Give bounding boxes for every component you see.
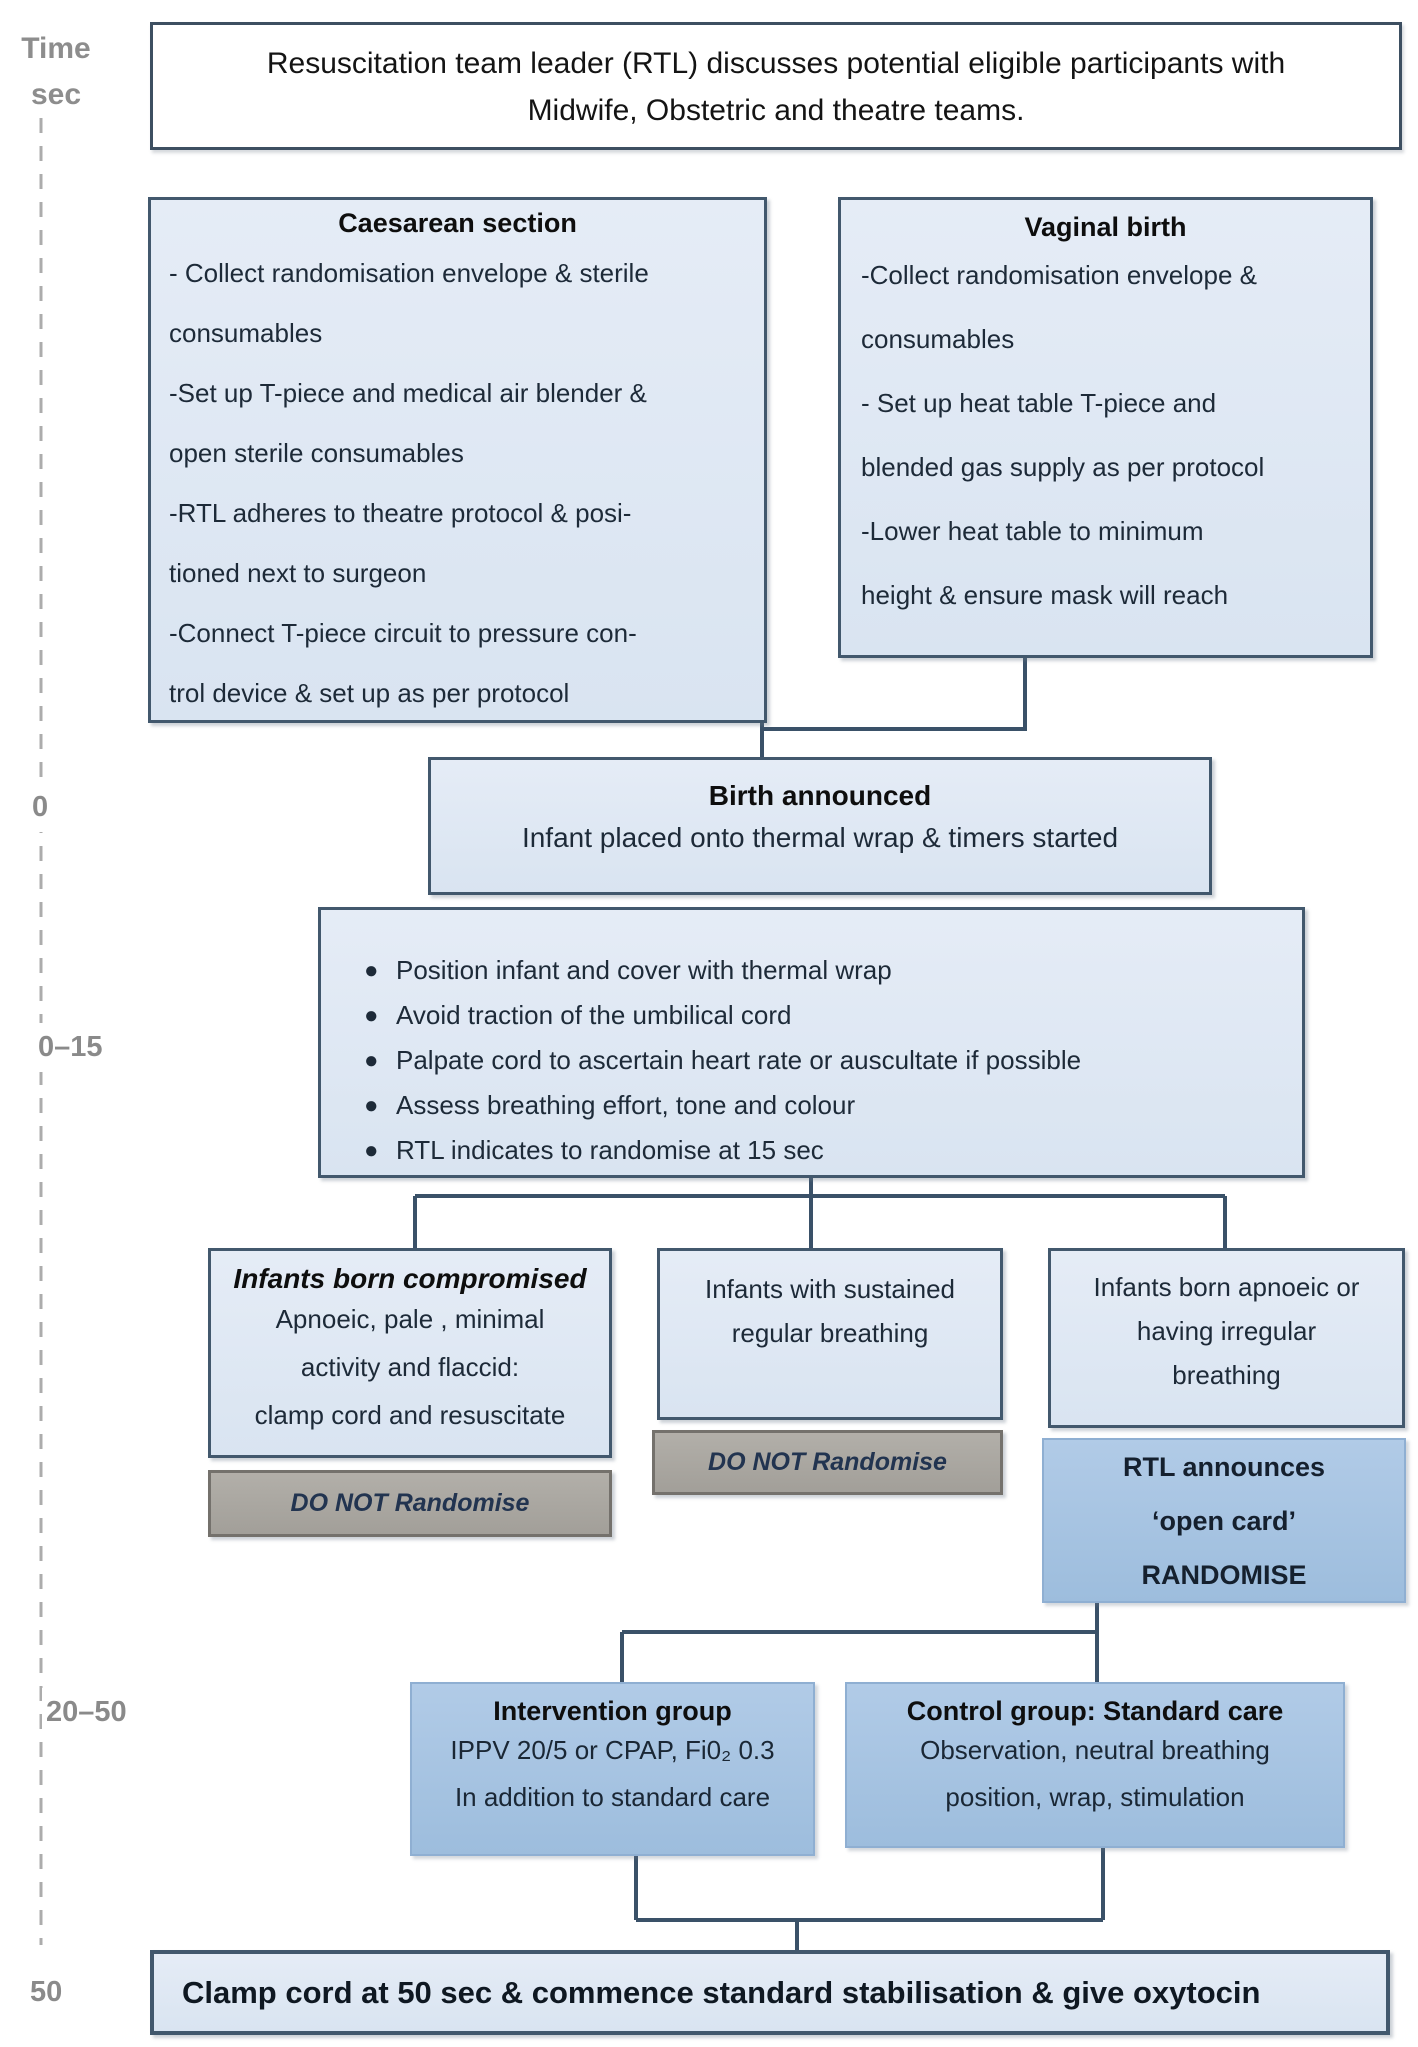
intervention-group-line: IPPV 20/5 or CPAP, Fi0₂ 0.3: [450, 1735, 775, 1765]
assessment-step-text: RTL indicates to randomise at 15 sec: [396, 1135, 824, 1165]
infants-apnoeic-box: [1048, 1248, 1405, 1428]
timeline-mark-0-15: 0–15: [34, 1023, 107, 1072]
timeline-heading: [12, 26, 100, 118]
caesarean-title: Caesarean section: [338, 208, 577, 238]
infants-sustained-line: Infants with sustained: [704, 1274, 956, 1304]
assessment-step: [321, 993, 1302, 1038]
assessment-step-text: Avoid traction of the umbilical cord: [396, 1000, 792, 1030]
infants-apnoeic-line: having irregular: [1136, 1316, 1317, 1346]
clamp-cord-final-box: Clamp cord at 50 sec & commence standard stabilisation & give oxytocin: [150, 1950, 1390, 2035]
infants-compromised-line: Apnoeic, pale , minimal: [275, 1304, 545, 1334]
rtl-randomise-line: ‘open card’: [1151, 1505, 1297, 1536]
rtl-randomise-line: RTL announces: [1122, 1451, 1326, 1482]
infants-compromised-line: clamp cord and resuscitate: [254, 1400, 566, 1430]
timeline-mark-0: 0: [28, 783, 52, 832]
control-group-title: Control group: Standard care: [906, 1696, 1284, 1726]
rtl-discussion-line-2: Midwife, Obstetric and theatre teams.: [527, 94, 1025, 127]
assessment-step-text: Palpate cord to ascertain heart rate or auscultate if possible: [396, 1045, 1082, 1075]
assessment-step-text: Assess breathing effort, tone and colour: [396, 1090, 856, 1120]
infants-sustained-line: regular breathing: [731, 1318, 929, 1348]
vaginal-line: height & ensure mask will reach: [861, 580, 1229, 610]
vaginal-line: - Set up heat table T-piece and: [861, 388, 1217, 418]
infants-compromised-line: activity and flaccid:: [300, 1352, 520, 1382]
assessment-step: [321, 948, 1302, 993]
vaginal-line: -Lower heat table to minimum: [861, 516, 1204, 546]
infants-sustained-breathing-box: [657, 1248, 1003, 1420]
rtl-randomise-box: [1042, 1438, 1406, 1603]
connector-randomise-to-groups: [622, 1598, 1097, 1688]
assessment-step: [321, 1083, 1302, 1128]
birth-announced-title: Birth announced: [708, 780, 932, 811]
connector-assessment-to-branches: [415, 1172, 1225, 1254]
caesarean-line: -Connect T-piece circuit to pressure con-: [169, 618, 637, 648]
rtl-discussion-box: [150, 22, 1402, 150]
connector-groups-to-final: [636, 1842, 1103, 1956]
assessment-step-text: Position infant and cover with thermal wrap: [396, 955, 892, 985]
intervention-group-line: In addition to standard care: [454, 1782, 771, 1812]
caesarean-section-box: [148, 197, 767, 723]
caesarean-line: - Collect randomisation envelope & sterile: [169, 258, 649, 288]
connector-prep-to-birth: [762, 650, 1025, 762]
assessment-step: [321, 1128, 1302, 1173]
intervention-group-box: [410, 1682, 815, 1856]
do-not-randomise-badge-middle: DO NOT Randomise: [652, 1430, 1003, 1495]
bullet-icon: ●: [364, 1047, 379, 1074]
caesarean-line: consumables: [169, 318, 323, 348]
rtl-discussion-line-1: Resuscitation team leader (RTL) discusses potential eligible participants with: [266, 47, 1286, 80]
control-group-line: position, wrap, stimulation: [945, 1782, 1245, 1812]
caesarean-line: tioned next to surgeon: [169, 558, 427, 588]
vaginal-line: blended gas supply as per protocol: [861, 452, 1265, 482]
bullet-icon: ●: [364, 1002, 379, 1029]
infants-compromised-box: [208, 1248, 612, 1458]
timeline-mark-50: 50: [26, 1968, 66, 2017]
bullet-icon: ●: [364, 1137, 379, 1164]
vaginal-title: Vaginal birth: [1024, 212, 1187, 242]
rtl-randomise-line: RANDOMISE: [1141, 1559, 1307, 1590]
control-group-box: [845, 1682, 1345, 1848]
caesarean-line: -Set up T-piece and medical air blender &: [169, 378, 647, 408]
timeline-heading-sec: sec: [30, 78, 82, 111]
vaginal-line: consumables: [861, 324, 1015, 354]
intervention-group-title: Intervention group: [493, 1696, 732, 1726]
do-not-randomise-badge-left: DO NOT Randomise: [208, 1470, 612, 1537]
birth-announced-subtitle: Infant placed onto thermal wrap & timers started: [521, 822, 1119, 853]
infants-compromised-title: Infants born compromised: [233, 1263, 587, 1294]
assessment-step: [321, 1038, 1302, 1083]
bullet-icon: ●: [364, 957, 379, 984]
caesarean-line: open sterile consumables: [169, 438, 464, 468]
caesarean-line: trol device & set up as per protocol: [169, 678, 570, 708]
infants-apnoeic-line: Infants born apnoeic or: [1093, 1272, 1360, 1302]
timeline-mark-20-50: 20–50: [42, 1688, 131, 1737]
vaginal-birth-box: [838, 197, 1373, 658]
vaginal-line: -Collect randomisation envelope &: [861, 260, 1257, 290]
control-group-line: Observation, neutral breathing: [920, 1735, 1270, 1765]
birth-announced-box: [428, 757, 1212, 895]
timeline-heading-time: Time: [21, 32, 91, 65]
bullet-icon: ●: [364, 1092, 379, 1119]
assessment-steps-box: [318, 907, 1305, 1178]
caesarean-line: -RTL adheres to theatre protocol & posi-: [169, 498, 632, 528]
infants-apnoeic-line: breathing: [1172, 1360, 1281, 1390]
